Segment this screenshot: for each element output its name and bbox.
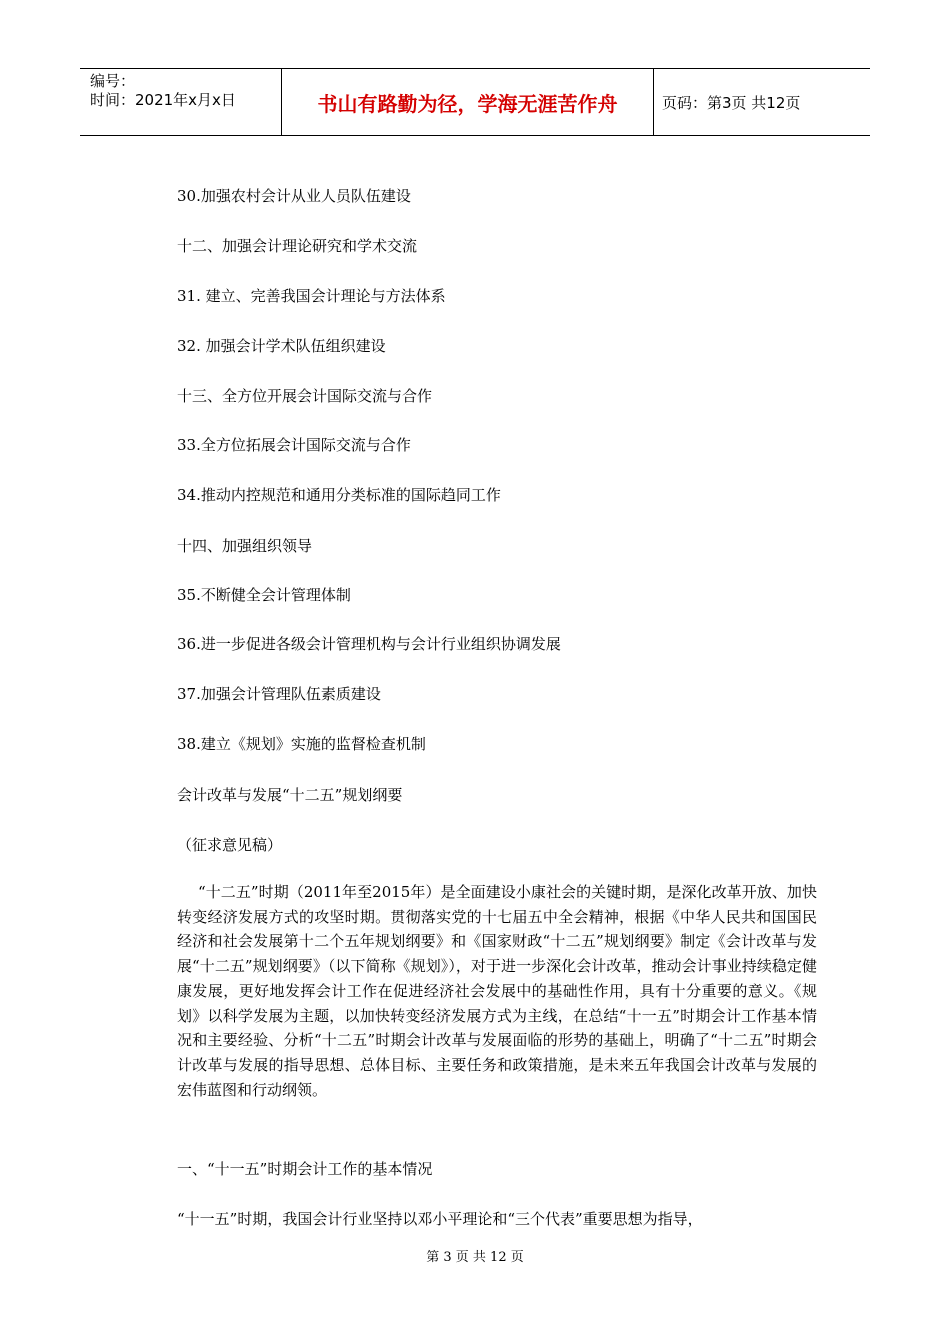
intro-paragraph: “十二五”时期（2011年至2015年）是全面建设小康社会的关键时期，是深化改革开放、加快转变经济发展方式的攻坚时期。贯彻落实党的十七届五中全会精神，根据《中华人民共和国国民经济和社会发展第十二个五年规划纲要》和《国家财政“十二五”规划纲要》制定《会计改革与发展“十二五”规划纲要》（以下简称《规划》），对于进一步深化会计改革，推动会计事业持续稳定健康发展，更好地发挥会计工作在促进经济社会发展中的基础性作用，具有十分重要的意义。《规划》以科学发展为主题，以加快转变经济发展方式为主线，在总结“十一五”时期会计工作基本情况和主要经验、分析“十二五”时期会计改革与发展面临的形势的基础上，明确了“十二五”时期会计改革与发展的指导思想、总体目标、主要任务和政策措施，是未来五年我国会计改革与发展的宏伟蓝图和行动纲领。: [177, 883, 817, 1099]
body-text-line: “十一五”时期，我国会计行业坚持以邓小平理论和“三个代表”重要思想为指导，: [177, 1210, 703, 1228]
section-heading-1: 一、“十一五”时期会计工作的基本情况: [177, 1160, 433, 1178]
outline-item-37: 37.加强会计管理队伍素质建设: [177, 685, 381, 703]
header-page-info: 页码：第3页 共12页: [662, 93, 801, 112]
header-motto: 书山有路勤为径，学海无涯苦作舟: [282, 69, 654, 135]
section-heading-13: 十三、全方位开展会计国际交流与合作: [177, 387, 433, 405]
outline-item-36: 36.进一步促进各级会计管理机构与会计行业组织协调发展: [177, 635, 561, 653]
outline-item-32: 32. 加强会计学术队伍组织建设: [177, 337, 386, 355]
document-date: 时间：2021年x月x日: [90, 91, 236, 109]
outline-item-33: 33.全方位拓展会计国际交流与合作: [177, 436, 411, 454]
outline-item-35: 35.不断健全会计管理体制: [177, 586, 351, 604]
section-heading-14: 十四、加强组织领导: [177, 537, 313, 555]
document-code-label: 编号：: [90, 72, 136, 90]
page-header: [80, 68, 870, 136]
document-subtitle: （征求意见稿）: [177, 836, 283, 854]
document-title: 会计改革与发展“十二五”规划纲要: [177, 786, 403, 804]
outline-item-38: 38.建立《规划》实施的监督检查机制: [177, 735, 426, 753]
page-footer: 第 3 页 共 12 页: [426, 1250, 524, 1265]
outline-item-30: 30.加强农村会计从业人员队伍建设: [177, 187, 411, 205]
section-heading-12: 十二、加强会计理论研究和学术交流: [177, 237, 418, 255]
outline-item-31: 31. 建立、完善我国会计理论与方法体系: [177, 287, 446, 305]
outline-item-34: 34.推动内控规范和通用分类标准的国际趋同工作: [177, 486, 501, 504]
header-meta: [80, 69, 282, 135]
